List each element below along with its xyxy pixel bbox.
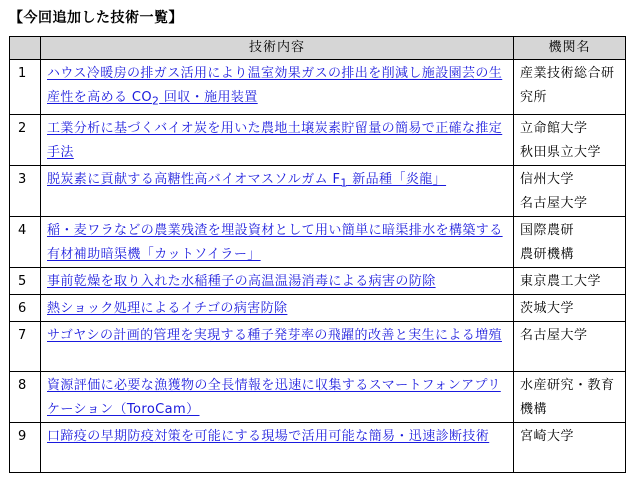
- organization-name: 水産研究・教育: [520, 377, 615, 393]
- table-header: [10, 37, 626, 60]
- row-organization: [514, 321, 626, 371]
- technology-link[interactable]: サゴヤシの計画的管理を実現する種子発芽率の飛躍的改善と実生による増殖: [47, 327, 502, 343]
- link-text-suffix: 回収・施用装置: [159, 90, 258, 105]
- organization-name: 機構: [520, 401, 548, 417]
- table-row: [10, 267, 626, 294]
- row-number: 5: [10, 267, 41, 294]
- table-body: [10, 60, 626, 473]
- row-content: [41, 165, 514, 216]
- organization-name: 農研機構: [520, 246, 575, 262]
- technology-list-table: [9, 36, 626, 473]
- table-row: [10, 422, 626, 472]
- link-text-suffix: 新品種「炎龍」: [347, 171, 447, 187]
- link-text: 脱炭素に貢献する高糖性高バイオマスソルガム F: [47, 171, 341, 187]
- row-number: 1: [10, 60, 41, 115]
- technology-link[interactable]: 口蹄疫の早期防疫対策を可能にする現場で活用可能な簡易・迅速診断技術: [47, 428, 490, 444]
- row-organization: [514, 267, 626, 294]
- row-content: [41, 371, 514, 422]
- technology-link[interactable]: [47, 66, 503, 108]
- row-number: 7: [10, 321, 41, 371]
- technology-link[interactable]: 稲・麦ワラなどの農業残渣を埋設資材として用い簡単に暗渠排水を構築する有材補助暗渠機「カットソイラー」: [47, 222, 503, 262]
- row-number: 4: [10, 216, 41, 267]
- organization-name: 立命館大学: [520, 120, 588, 136]
- row-organization: [514, 114, 626, 165]
- link-subscript: 2: [152, 94, 160, 108]
- row-content: [41, 114, 514, 165]
- row-number: 9: [10, 422, 41, 472]
- organization-name: 宮崎大学: [520, 428, 575, 444]
- organization-name: 東京農工大学: [520, 273, 602, 289]
- table-row: [10, 321, 626, 371]
- organization-name: 信州大学: [520, 171, 575, 187]
- header-technology-content: 技術内容: [41, 37, 514, 60]
- organization-name: 茨城大学: [520, 300, 575, 316]
- technology-link[interactable]: 熱ショック処理によるイチゴの病害防除: [47, 300, 288, 316]
- row-number: 6: [10, 294, 41, 321]
- table-row: [10, 294, 626, 321]
- organization-name: 究所: [520, 90, 548, 105]
- table-row: [10, 371, 626, 422]
- row-content: [41, 60, 514, 115]
- row-organization: [514, 422, 626, 472]
- organization-name: 名古屋大学: [520, 327, 588, 343]
- row-content: [41, 216, 514, 267]
- link-subscript: 1: [340, 176, 348, 190]
- technology-link[interactable]: [47, 171, 447, 190]
- organization-name: 秋田県立大学: [520, 144, 602, 160]
- row-number: 2: [10, 114, 41, 165]
- organization-name: 名古屋大学: [520, 195, 588, 211]
- row-organization: [514, 294, 626, 321]
- row-organization: [514, 165, 626, 216]
- row-content: [41, 422, 514, 472]
- header-row: [10, 37, 626, 60]
- row-organization: [514, 216, 626, 267]
- row-organization: [514, 60, 626, 115]
- table-row: [10, 60, 626, 115]
- row-content: [41, 294, 514, 321]
- row-number: 3: [10, 165, 41, 216]
- technology-link[interactable]: 資源評価に必要な漁獲物の全長情報を迅速に収集するスマートフォンアプリケーション（ToroCam）: [47, 377, 501, 417]
- link-text: ハウス冷暖房の排ガス活用により温室効果ガスの排出を削減し施設園芸の生産性を高める CO: [47, 66, 503, 105]
- organization-name: 産業技術総合研: [520, 66, 615, 81]
- page-title: 【今回追加した技術一覧】: [9, 10, 183, 26]
- table-row: [10, 165, 626, 216]
- organization-name: 国際農研: [520, 222, 575, 238]
- row-organization: [514, 371, 626, 422]
- table-row: [10, 114, 626, 165]
- technology-link[interactable]: 工業分析に基づくバイオ炭を用いた農地土壌炭素貯留量の簡易で正確な推定手法: [47, 120, 503, 160]
- technology-link[interactable]: 事前乾燥を取り入れた水稲種子の高温温湯消毒による病害の防除: [47, 273, 436, 289]
- row-number: 8: [10, 371, 41, 422]
- row-content: [41, 321, 514, 371]
- header-number: [10, 37, 41, 60]
- header-organization: 機関名: [514, 37, 626, 60]
- row-content: [41, 267, 514, 294]
- table-row: [10, 216, 626, 267]
